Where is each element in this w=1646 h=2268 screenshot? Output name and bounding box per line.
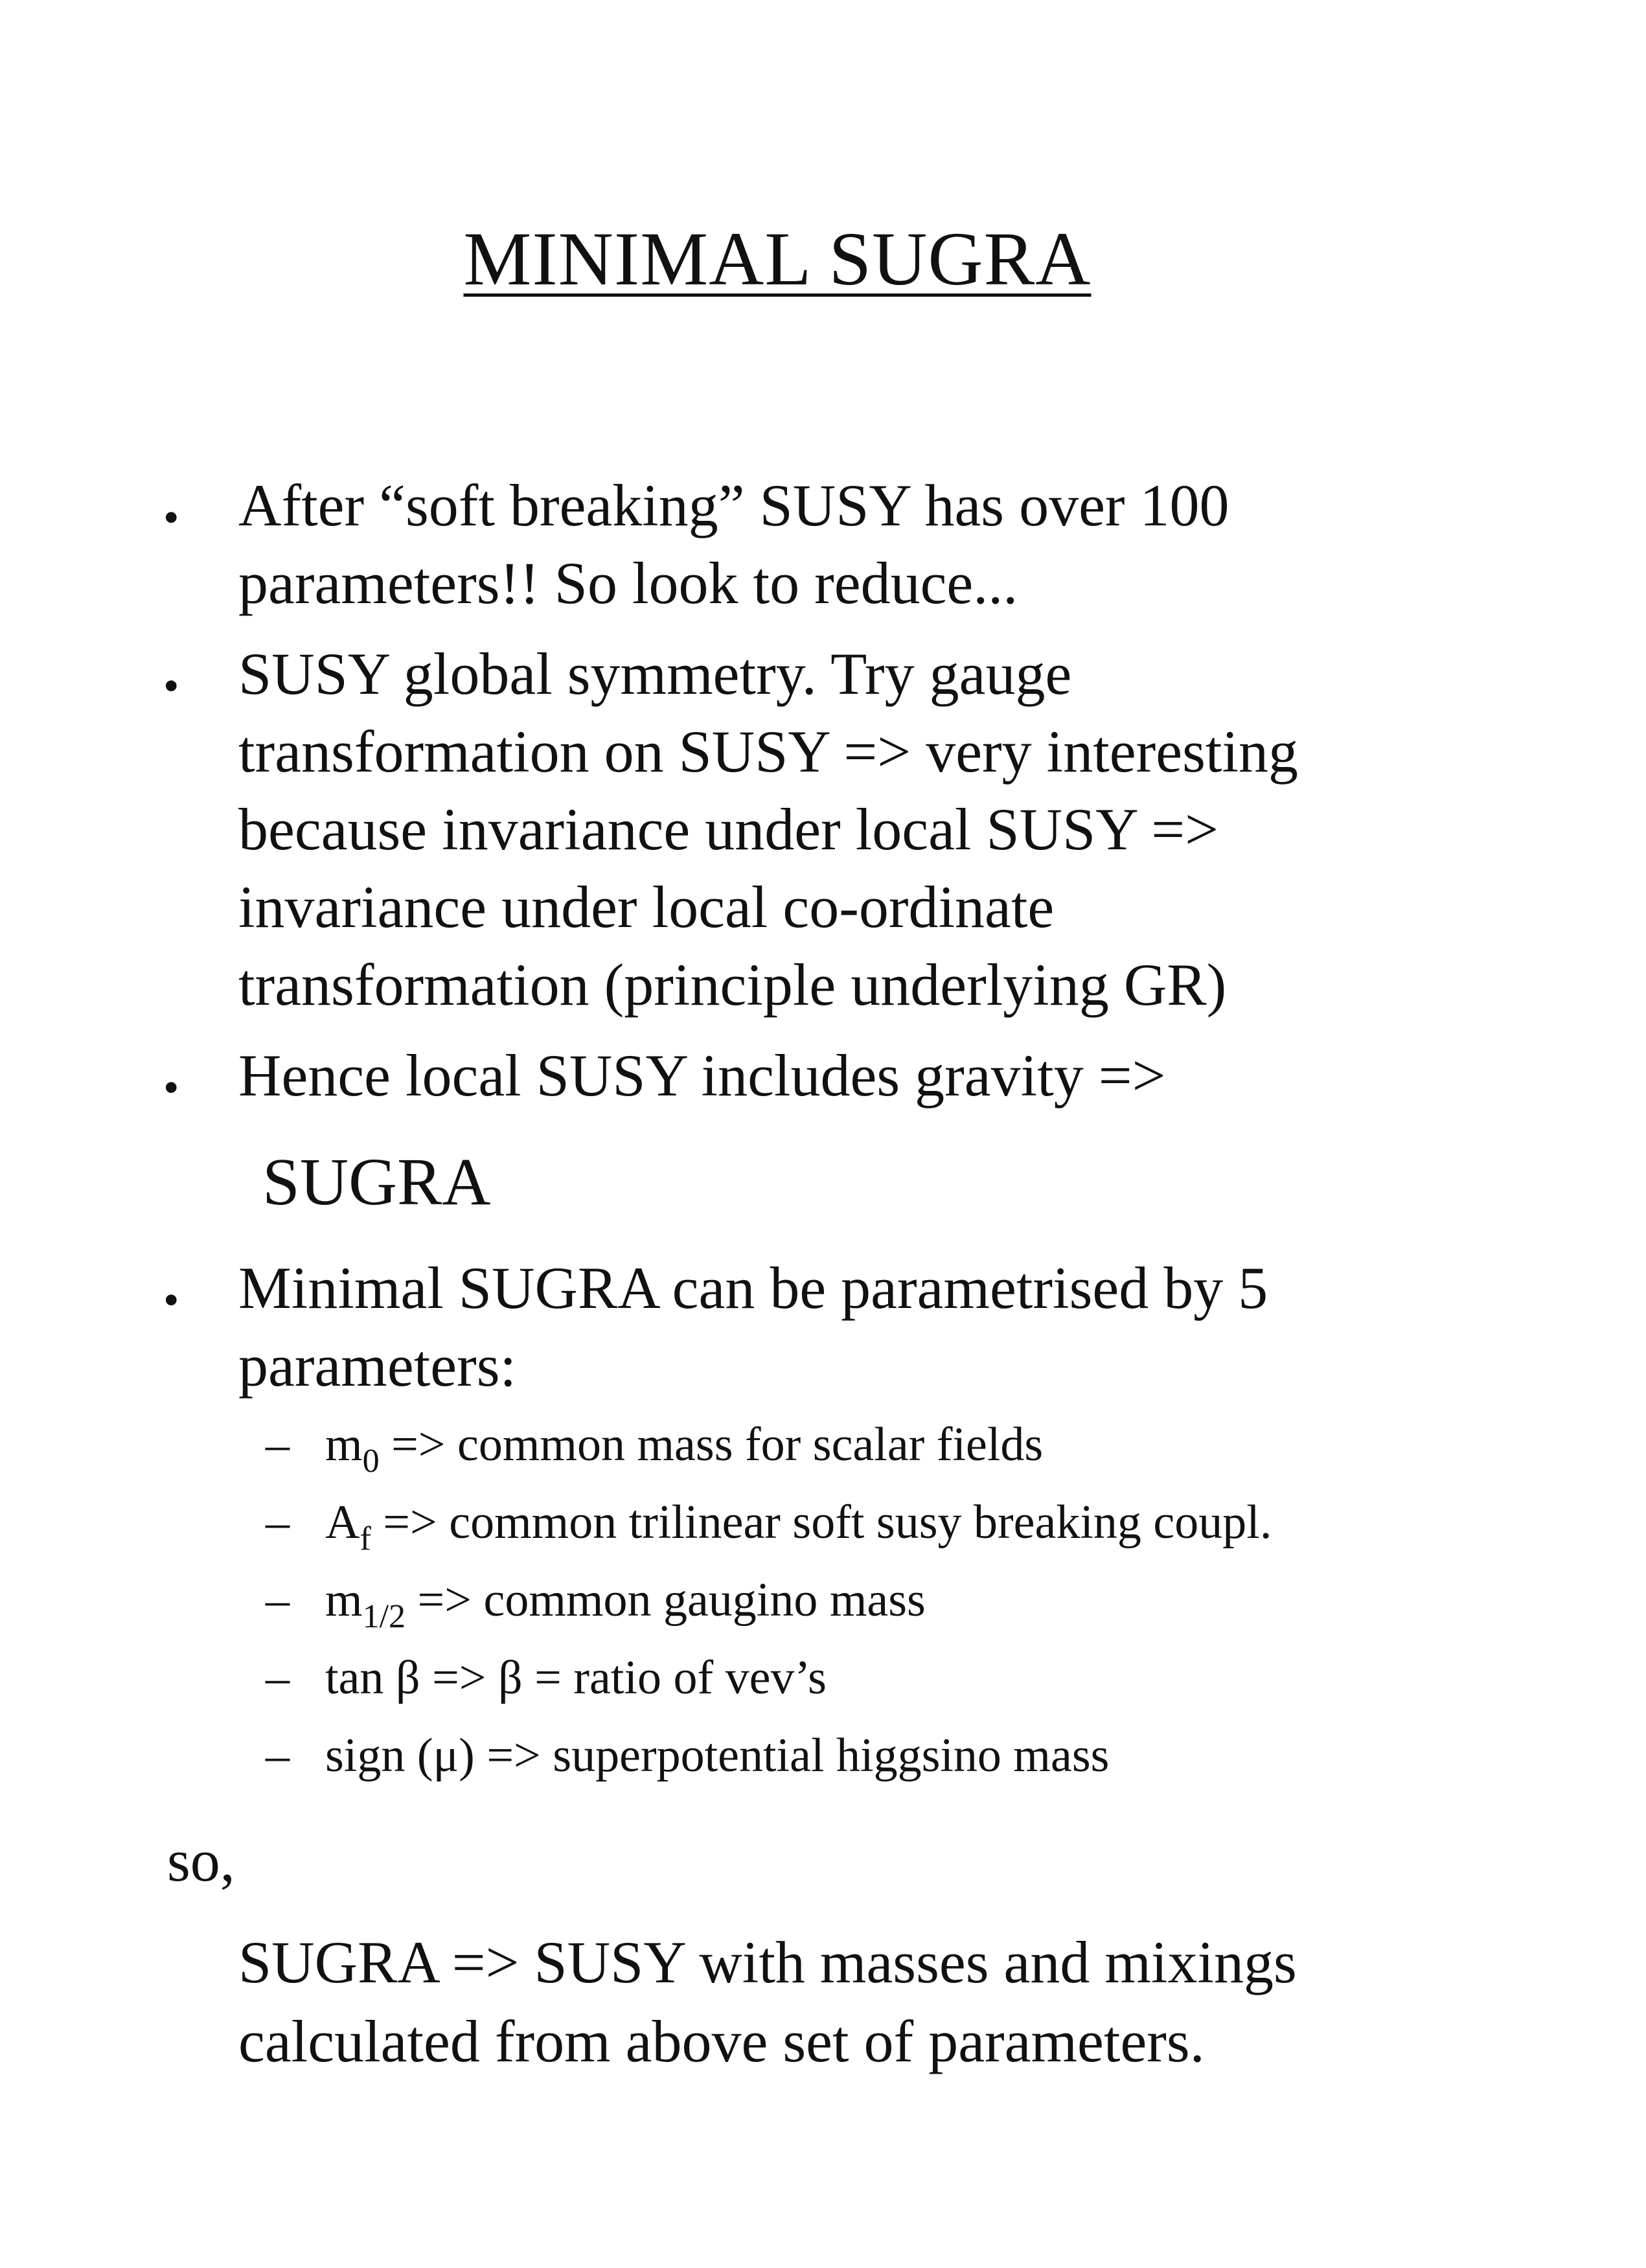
- bullet-2-line-5: transformation (principle underlying GR): [238, 952, 1227, 1018]
- bullet-4-line-1: Minimal SUGRA can be parametrised by 5: [238, 1255, 1268, 1321]
- bullet-dot: •: [163, 661, 179, 711]
- dash: –: [266, 1574, 290, 1627]
- bullet-2-line-3: because invariance under local SUSY =>: [238, 796, 1219, 862]
- bullet-2-line-2: transformation on SUSY => very interesting: [238, 718, 1299, 785]
- so-label: so,: [167, 1827, 235, 1894]
- sugra-emphasis: SUGRA: [262, 1145, 491, 1219]
- param-m0: $m_0$ => common mass for scalar fields: [325, 1418, 1044, 1480]
- dash: –: [266, 1729, 290, 1782]
- conclusion-line-1: SUGRA => SUSY with masses and mixings: [238, 1929, 1297, 1995]
- page-title: [0, 214, 1555, 304]
- dash: –: [266, 1651, 290, 1704]
- bullet-dot: •: [163, 1063, 179, 1113]
- dash: –: [266, 1496, 290, 1549]
- bullet-2-line-4: invariance under local co-ordinate: [238, 874, 1055, 940]
- bullet-dot: •: [163, 1276, 179, 1325]
- bullet-dot: •: [163, 493, 179, 543]
- bullet-1-line-2: parameters!! So look to reduce...: [238, 550, 1018, 616]
- param-m-half: $m_{1/2}$ => common gaugino mass: [325, 1574, 926, 1635]
- bullet-4-line-2: parameters:: [238, 1333, 517, 1399]
- conclusion-line-2: calculated from above set of parameters.: [238, 2008, 1205, 2074]
- param-af: $A_f$ => common trilinear soft susy breaking coupl.: [325, 1496, 1272, 1557]
- bullet-3-line-1: Hence local SUSY includes gravity =>: [238, 1042, 1166, 1108]
- dash: –: [266, 1418, 290, 1471]
- param-tan-beta: tan β => β = ratio of vev’s: [325, 1651, 827, 1704]
- bullet-2-line-1: SUSY global symmetry. Try gauge: [238, 641, 1072, 707]
- bullet-1-line-1: After “soft breaking” SUSY has over 100: [238, 472, 1229, 538]
- page-title-text: MINIMAL SUGRA: [463, 216, 1092, 301]
- param-sign-mu: sign (μ) => superpotential higgsino mass: [325, 1729, 1110, 1782]
